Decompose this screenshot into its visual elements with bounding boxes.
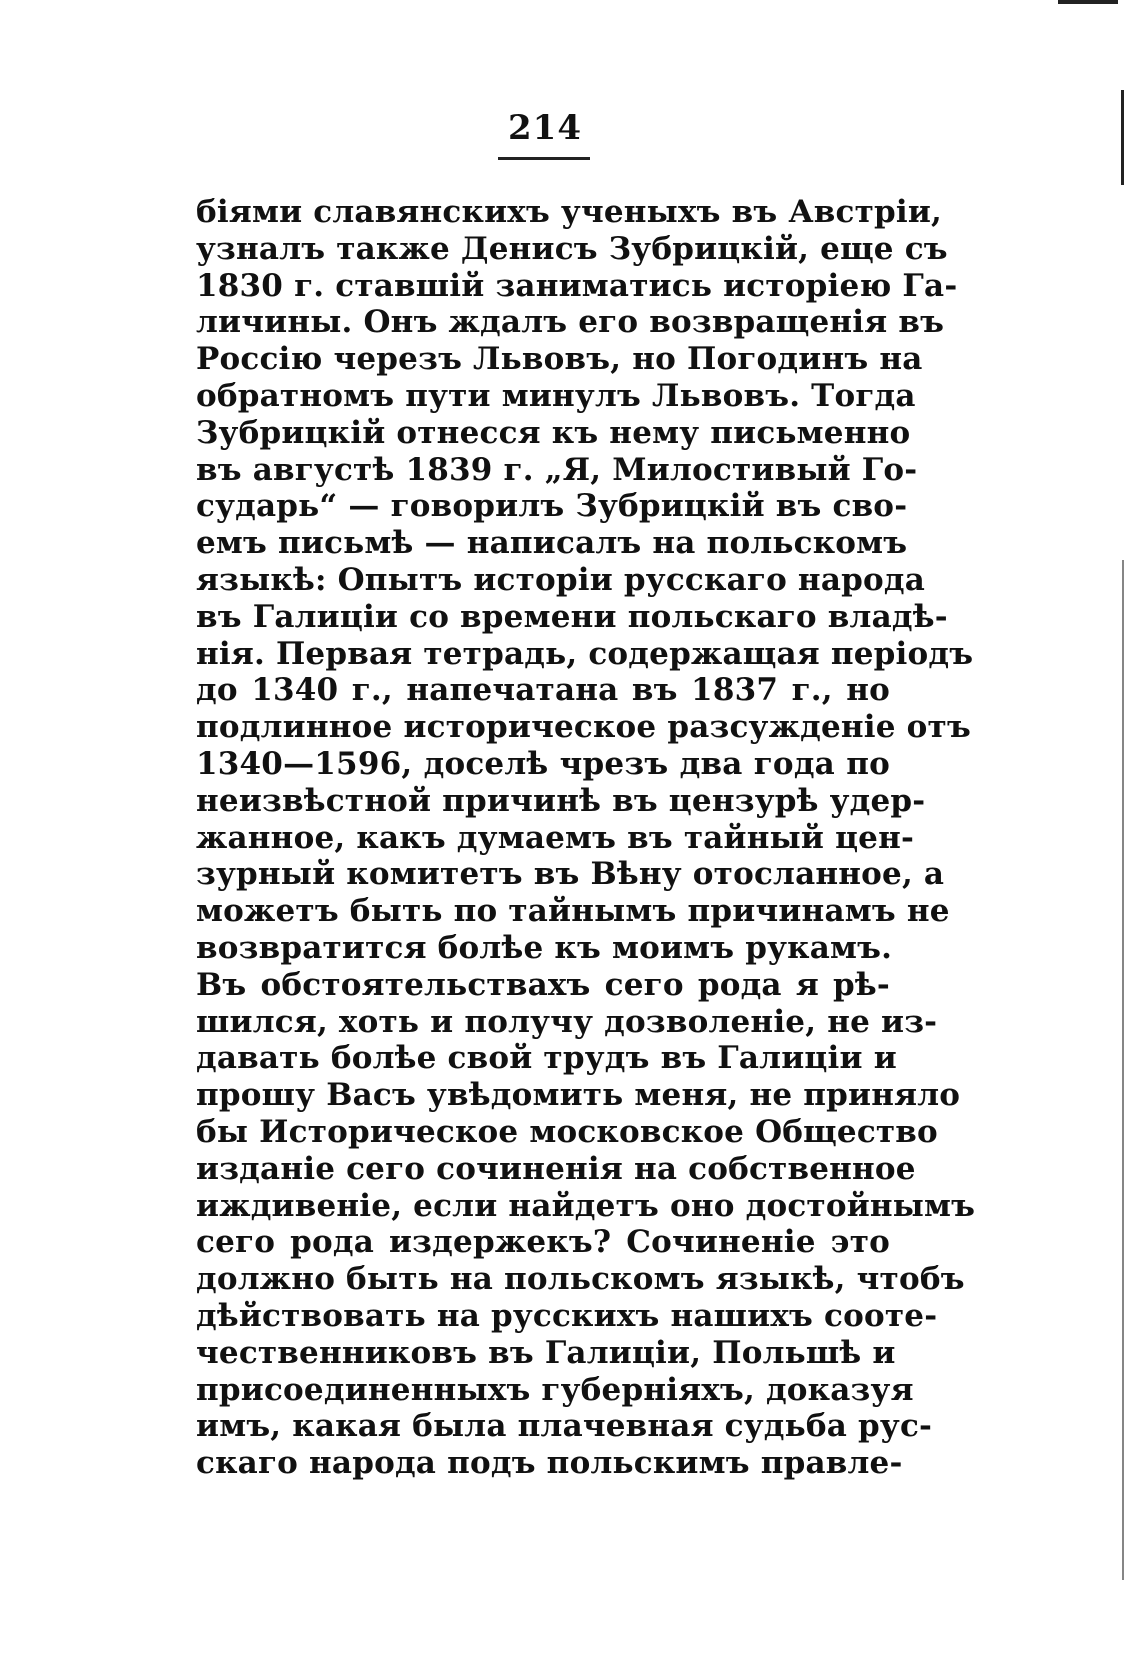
scan-edge-mark bbox=[1121, 90, 1124, 185]
text-line: давать болѣе свой трудъ въ Галиціи и bbox=[196, 1040, 897, 1077]
text-line: должно быть на польскомъ языкѣ, чтобъ bbox=[196, 1261, 965, 1298]
text-line: до 1340 г., напечатана въ 1837 г., но bbox=[196, 672, 890, 709]
page-number: 214 bbox=[508, 108, 582, 148]
text-line: присоединенныхъ губерніяхъ, доказуя bbox=[196, 1371, 914, 1408]
text-line: 1830 г. ставшій заниматись исторіею Га- bbox=[196, 267, 958, 304]
text-line: скаго народа подъ польскимъ правле- bbox=[196, 1445, 903, 1482]
text-line: Россію черезъ Львовъ, но Погодинъ на bbox=[196, 341, 923, 378]
text-line: прошу Васъ увѣдомить меня, не приняло bbox=[196, 1077, 961, 1114]
text-line: бы Историческое московское Общество bbox=[196, 1113, 938, 1150]
text-line: жанное, какъ думаемъ въ тайный цен- bbox=[196, 819, 915, 856]
page-number-rule bbox=[498, 157, 590, 160]
scan-edge-mark bbox=[1058, 0, 1118, 4]
text-line: иждивеніе, если найдетъ оно достойнымъ bbox=[196, 1187, 976, 1224]
text-line: подлинное историческое разсужденіе отъ bbox=[196, 709, 971, 746]
scan-edge-mark bbox=[1122, 560, 1124, 1580]
text-line: языкѣ: Опытъ исторіи русскаго народа bbox=[196, 561, 926, 598]
text-line: въ Галиціи со времени польскаго владѣ- bbox=[196, 598, 948, 635]
text-line: изданіе сего сочиненія на собственное bbox=[196, 1150, 916, 1187]
text-line: личины. Онъ ждалъ его возвращенія въ bbox=[196, 304, 945, 341]
text-line: 1340—1596, доселѣ чрезъ два года по bbox=[196, 745, 890, 782]
text-line: можетъ быть по тайнымъ причинамъ не bbox=[196, 893, 950, 930]
text-line: узналъ также Денисъ Зубрицкій, еще съ bbox=[196, 230, 948, 267]
text-line: Зубрицкій отнесся къ нему письменно bbox=[196, 414, 911, 451]
text-line: дѣйствовать на русскихъ нашихъ соотe- bbox=[196, 1297, 938, 1334]
text-line: емъ письмѣ — написалъ на польскомъ bbox=[196, 525, 908, 562]
text-line: нія. Первая тетрадь, содержащая періодъ bbox=[196, 635, 974, 672]
text-line: неизвѣстной причинѣ въ цензурѣ удер- bbox=[196, 782, 926, 819]
body-text bbox=[196, 194, 976, 1482]
text-line: обратномъ пути минулъ Львовъ. Тогда bbox=[196, 377, 916, 414]
text-line: имъ, какая была плачевная судьба рус- bbox=[196, 1408, 933, 1445]
text-line: Въ обстоятельствахъ сего рода я рѣ- bbox=[196, 966, 890, 1003]
text-line: біями славянскихъ ученыхъ въ Австріи, bbox=[196, 194, 943, 230]
text-line: зурный комитетъ въ Вѣну отосланное, а bbox=[196, 856, 945, 893]
text-line: шился, хоть и получу дозволеніе, не из- bbox=[196, 1003, 938, 1040]
text-line: возвратится болѣе къ моимъ рукамъ. bbox=[196, 929, 893, 966]
text-line: сударь“ — говорилъ Зубрицкій въ сво- bbox=[196, 488, 908, 525]
text-line: чественниковъ въ Галиціи, Польшѣ и bbox=[196, 1334, 896, 1371]
text-line: въ августѣ 1839 г. „Я, Милостивый Го- bbox=[196, 451, 918, 488]
text-line: сего рода издержекъ? Сочиненіе это bbox=[196, 1224, 890, 1261]
